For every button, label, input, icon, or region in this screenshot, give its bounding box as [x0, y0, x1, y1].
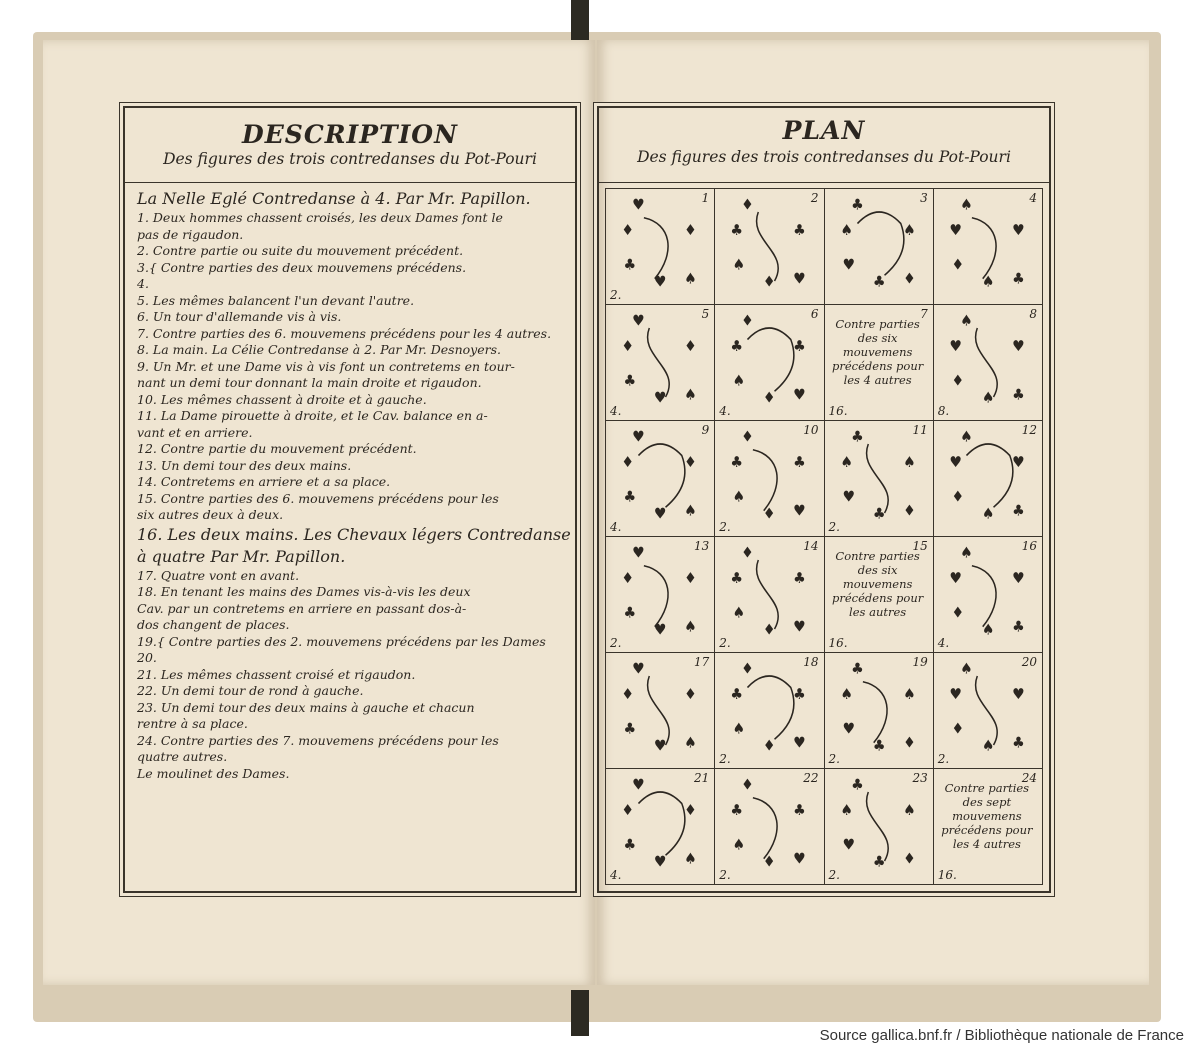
figure-cell: [715, 653, 824, 769]
dancer-symbol-icon: ♥: [949, 570, 962, 588]
dancer-symbol-icon: ♦: [684, 570, 697, 588]
figure-number: 12: [1021, 423, 1037, 437]
figure-number: 3: [920, 191, 928, 205]
dancer-symbol-icon: ♦: [684, 686, 697, 704]
movement-path: [972, 566, 996, 627]
dancer-symbol-icon: ♥: [842, 489, 855, 506]
figure-number: 18: [803, 655, 819, 669]
dancer-symbol-icon: ♦: [621, 338, 634, 356]
figure-count: 2.: [828, 520, 840, 534]
right-page: [597, 40, 1149, 985]
dancer-symbol-icon: ♦: [951, 489, 964, 506]
dancer-symbol-icon: ♥: [653, 506, 667, 523]
figure-count: 2.: [719, 520, 731, 534]
dancer-symbol-icon: ♦: [951, 373, 964, 390]
description-entries: [137, 188, 571, 782]
dancer-symbol-icon: ♦: [951, 605, 964, 622]
movement-path: [748, 676, 794, 739]
dancer-symbol-icon: ♥: [653, 738, 667, 755]
dance-figure-diagram: [606, 421, 714, 536]
description-entry: 12. Contre partie du mouvement précédent.: [137, 441, 417, 456]
figure-count: 2.: [719, 636, 731, 650]
figure-cell: [934, 653, 1043, 769]
dance-figure-diagram: [715, 189, 823, 304]
dancer-symbol-icon: ♦: [763, 738, 776, 755]
movement-path: [748, 328, 794, 391]
movement-path: [648, 328, 670, 397]
dancer-symbol-icon: ♠: [981, 506, 995, 523]
figure-count: 4.: [610, 404, 622, 418]
dancer-symbol-icon: ♠: [732, 837, 746, 854]
dancer-symbol-icon: ♥: [842, 721, 855, 738]
dancer-symbol-icon: ♥: [793, 850, 806, 868]
movement-path: [757, 212, 779, 281]
left-page: [43, 40, 595, 985]
dancer-symbol-icon: ♦: [741, 429, 755, 446]
description-entry: 2. Contre partie ou suite du mouvement précédent.: [137, 243, 464, 258]
description-entry: Le moulinet des Dames.: [137, 765, 290, 781]
figure-count: 2.: [937, 752, 950, 766]
figure-cell: [825, 305, 934, 421]
dancer-symbol-icon: ♦: [902, 850, 916, 868]
dancer-symbol-icon: ♣: [1011, 618, 1025, 636]
description-entry: 3.{ Contre parties des deux mouvemens précédens.: [137, 259, 467, 275]
movement-path: [753, 798, 777, 859]
figure-plan-grid: [605, 188, 1043, 885]
dance-figure-diagram: [825, 189, 933, 304]
description-entry: 5. Les mêmes balancent l'un devant l'autre.: [137, 292, 415, 308]
figure-count: 2.: [610, 636, 622, 650]
dancer-symbol-icon: ♥: [793, 386, 806, 404]
description-entry: 15. Contre parties des 6. mouvemens précédens pour les: [137, 490, 499, 506]
description-entry: quatre autres.: [137, 749, 228, 764]
movement-path: [648, 676, 670, 745]
left-title: DESCRIPTION: [242, 120, 458, 149]
dancer-symbol-icon: ♠: [959, 197, 973, 214]
dance-figure-diagram: [606, 189, 714, 304]
figure-number: 2: [810, 191, 819, 205]
dancer-symbol-icon: ♠: [732, 489, 746, 506]
figure-cell: [934, 537, 1043, 653]
dancer-symbol-icon: ♠: [839, 454, 853, 472]
dance-figure-diagram: [934, 189, 1042, 304]
dancer-symbol-icon: ♥: [842, 257, 855, 274]
figure-number: 6: [810, 307, 819, 321]
figure-cell: [934, 305, 1043, 421]
figure-number: 21: [693, 771, 710, 785]
dancer-symbol-icon: ♠: [684, 386, 697, 404]
figure-number: 17: [693, 655, 710, 669]
dancer-symbol-icon: ♥: [632, 313, 645, 330]
dancer-symbol-icon: ♦: [684, 338, 697, 356]
figure-number: 24: [1021, 771, 1037, 785]
figure-count: 4.: [610, 868, 622, 882]
description-entry: 9. Un Mr. et une Dame vis à vis font un contretems en tour-: [137, 358, 515, 374]
figure-cell: [606, 305, 715, 421]
right-subtitle: Des figures des trois contredanses du Pot-Pouri: [637, 148, 1011, 166]
figure-cell: [715, 189, 824, 305]
dancer-symbol-icon: ♥: [632, 197, 645, 214]
figure-cell: [606, 653, 715, 769]
description-entry: 17. Quatre vont en avant.: [137, 567, 300, 583]
description-entry: 7. Contre parties des 6. mouvemens précédens pour les 4 autres.: [137, 325, 552, 341]
dancer-symbol-icon: ♥: [1011, 454, 1025, 472]
figure-count: 16.: [828, 636, 848, 650]
dance-figure-diagram: [825, 421, 933, 536]
dancer-symbol-icon: ♠: [732, 721, 746, 738]
figure-cell: [934, 769, 1043, 885]
dancer-symbol-icon: ♠: [902, 454, 916, 472]
dancer-symbol-icon: ♥: [793, 502, 806, 520]
figure-cell: [825, 653, 934, 769]
dancer-symbol-icon: ♣: [872, 274, 885, 291]
dancer-symbol-icon: ♠: [981, 274, 995, 291]
dancer-symbol-icon: ♥: [1011, 222, 1025, 240]
dancer-symbol-icon: ♣: [730, 686, 744, 704]
movement-path: [975, 676, 997, 745]
dancer-symbol-icon: ♦: [951, 721, 964, 738]
dancer-symbol-icon: ♥: [632, 429, 645, 446]
dancer-symbol-icon: ♠: [839, 686, 853, 704]
figure-number: 19: [912, 655, 928, 669]
movement-path: [966, 444, 1012, 507]
dancer-symbol-icon: ♦: [902, 270, 916, 288]
description-entry: 10. Les mêmes chassent à droite et à gauche.: [137, 391, 427, 407]
right-frame: [597, 106, 1051, 893]
figure-number: 7: [920, 307, 928, 321]
description-entry: 20.: [137, 650, 157, 665]
figure-cell: [606, 189, 715, 305]
dancer-symbol-icon: ♣: [623, 837, 637, 854]
figure-cell: [715, 421, 824, 537]
description-entry: 14. Contretems en arriere et a sa place.: [137, 474, 391, 489]
figure-cell: [825, 189, 934, 305]
dancer-symbol-icon: ♣: [730, 570, 744, 588]
dancer-symbol-icon: ♣: [793, 802, 806, 820]
description-entry: La Nelle Eglé Contredanse à 4. Par Mr. Papillon.: [137, 189, 531, 208]
figure-count: 2.: [719, 868, 731, 882]
description-entry: 11. La Dame pirouette à droite, et le Cav. balance en a-: [137, 408, 488, 423]
figure-caption: Contre parties des six mouvemens précédens pour les autres: [832, 549, 924, 619]
dancer-symbol-icon: ♦: [684, 802, 697, 820]
movement-path: [866, 444, 888, 513]
description-entry: 21. Les mêmes chassent croisé et rigaudon.: [137, 666, 416, 682]
dancer-symbol-icon: ♦: [763, 506, 776, 523]
dancer-symbol-icon: ♣: [623, 605, 637, 622]
dancer-symbol-icon: ♥: [653, 622, 667, 639]
dancer-symbol-icon: ♣: [872, 738, 885, 755]
dancer-symbol-icon: ♥: [632, 661, 645, 678]
dancer-symbol-icon: ♣: [793, 222, 806, 240]
dancer-symbol-icon: ♥: [793, 270, 806, 288]
movement-path: [866, 792, 888, 861]
figure-cell: [606, 537, 715, 653]
description-entry: 13. Un demi tour des deux mains.: [137, 457, 352, 473]
figure-count: 4.: [719, 404, 731, 418]
figure-number: 8: [1029, 307, 1037, 321]
dancer-symbol-icon: ♥: [1011, 686, 1025, 704]
figure-number: 15: [912, 539, 928, 553]
dance-figure-diagram: [715, 421, 823, 536]
movement-path: [857, 212, 903, 275]
figure-number: 5: [701, 307, 710, 321]
movement-path: [638, 444, 684, 507]
dance-figure-diagram: [825, 769, 933, 884]
description-entry: 4.: [137, 276, 149, 291]
description-entry: Cav. par un contretems en arriere en passant dos-à-: [137, 600, 467, 616]
dancer-symbol-icon: ♠: [902, 802, 916, 820]
movement-path: [753, 450, 777, 511]
dancer-symbol-icon: ♦: [621, 222, 634, 240]
dancer-symbol-icon: ♦: [684, 222, 697, 240]
dance-figure-diagram: [715, 769, 823, 884]
dance-figure-diagram: [934, 421, 1042, 536]
dance-figure-diagram: [715, 305, 823, 420]
description-entry: 1. Deux hommes chassent croisés, les deux Dames font le: [137, 210, 503, 225]
dancer-symbol-icon: ♦: [763, 622, 776, 639]
dancer-symbol-icon: ♦: [741, 661, 755, 678]
movement-path: [975, 328, 997, 397]
movement-path: [757, 560, 779, 629]
description-entry: 18. En tenant les mains des Dames vis-à-vis les deux: [137, 584, 471, 599]
description-entry: rentre à sa place.: [137, 716, 248, 731]
figure-number: 14: [803, 539, 819, 553]
dancer-symbol-icon: ♣: [623, 721, 637, 738]
figure-number: 20: [1021, 655, 1037, 669]
dancer-symbol-icon: ♥: [949, 338, 962, 356]
dance-figure-diagram: [715, 653, 823, 768]
dancer-symbol-icon: ♠: [981, 390, 995, 407]
dancer-symbol-icon: ♠: [959, 661, 973, 678]
dancer-symbol-icon: ♣: [623, 373, 637, 390]
dance-figure-diagram: [934, 537, 1042, 652]
dance-figure-diagram: [825, 653, 933, 768]
figure-number: 1: [701, 191, 710, 205]
left-title-divider: [125, 182, 575, 183]
dancer-symbol-icon: ♦: [621, 570, 634, 588]
dancer-symbol-icon: ♥: [1011, 570, 1025, 588]
dancer-symbol-icon: ♣: [850, 777, 864, 794]
dancer-symbol-icon: ♦: [902, 502, 916, 520]
dancer-symbol-icon: ♦: [741, 545, 755, 562]
figure-cell: [825, 769, 934, 885]
figure-count: 16.: [937, 868, 957, 882]
dancer-symbol-icon: ♠: [732, 605, 746, 622]
dancer-symbol-icon: ♦: [684, 454, 697, 472]
dance-figure-diagram: [606, 769, 714, 884]
figure-count: 2.: [610, 288, 622, 302]
dance-figure-diagram: [606, 305, 714, 420]
dancer-symbol-icon: ♦: [763, 274, 776, 291]
dancer-symbol-icon: ♦: [621, 802, 634, 820]
figure-cell: [934, 421, 1043, 537]
figure-number: 4: [1029, 191, 1037, 205]
dancer-symbol-icon: ♣: [1011, 502, 1025, 520]
dance-figure-diagram: [606, 653, 714, 768]
dancer-symbol-icon: ♣: [623, 257, 637, 274]
dancer-symbol-icon: ♥: [842, 837, 855, 854]
description-entry: à quatre Par Mr. Papillon.: [137, 546, 346, 566]
dancer-symbol-icon: ♠: [959, 313, 973, 330]
description-entry: pas de rigaudon.: [137, 226, 244, 242]
dancer-symbol-icon: ♣: [850, 661, 864, 678]
bookmark-ribbon-bottom: [571, 990, 589, 1036]
description-entry: 6. Un tour d'allemande vis à vis.: [137, 309, 342, 324]
dancer-symbol-icon: ♣: [730, 338, 744, 356]
dancer-symbol-icon: ♣: [793, 686, 806, 704]
figure-count: 4.: [937, 636, 950, 650]
description-entry: dos changent de places.: [137, 617, 290, 632]
dancer-symbol-icon: ♣: [793, 338, 806, 356]
movement-path: [644, 218, 668, 279]
dancer-symbol-icon: ♥: [653, 854, 667, 871]
dancer-symbol-icon: ♥: [949, 222, 962, 240]
figure-number: 13: [693, 539, 710, 553]
dancer-symbol-icon: ♥: [632, 777, 645, 794]
dancer-symbol-icon: ♦: [621, 686, 634, 704]
movement-path: [972, 218, 996, 279]
dancer-symbol-icon: ♠: [684, 734, 697, 752]
dance-figure-diagram: [934, 305, 1042, 420]
dance-figure-diagram: [934, 653, 1042, 768]
dancer-symbol-icon: ♦: [741, 313, 755, 330]
dancer-symbol-icon: ♠: [902, 686, 916, 704]
dancer-symbol-icon: ♥: [653, 390, 667, 407]
figure-number: 9: [701, 423, 710, 437]
figure-cell: [715, 305, 824, 421]
dancer-symbol-icon: ♥: [1011, 338, 1025, 356]
dancer-symbol-icon: ♠: [839, 222, 853, 240]
figure-cell: [825, 421, 934, 537]
left-subtitle: Des figures des trois contredanses du Pot-Pouri: [163, 150, 537, 168]
dancer-symbol-icon: ♦: [951, 257, 964, 274]
dancer-symbol-icon: ♣: [793, 570, 806, 588]
figure-number: 11: [912, 423, 928, 437]
figure-count: 2.: [828, 868, 840, 882]
description-entry: 8. La main. La Célie Contredanse à 2. Par Mr. Desnoyers.: [137, 342, 501, 357]
description-entry: 19.{ Contre parties des 2. mouvemens précédens par les Dames: [137, 633, 546, 649]
dance-figure-diagram: [715, 537, 823, 652]
dancer-symbol-icon: ♣: [1011, 270, 1025, 288]
dancer-symbol-icon: ♣: [850, 429, 864, 446]
figure-cell: [934, 189, 1043, 305]
movement-path: [638, 792, 684, 855]
dancer-symbol-icon: ♣: [1011, 734, 1025, 752]
description-entry: nant un demi tour donnant la main droite et rigaudon.: [137, 375, 482, 390]
figure-cell: [606, 421, 715, 537]
movement-path: [644, 566, 668, 627]
dancer-symbol-icon: ♦: [741, 777, 755, 794]
dancer-symbol-icon: ♠: [839, 802, 853, 820]
dancer-symbol-icon: ♦: [902, 734, 916, 752]
figure-count: 2.: [828, 752, 840, 766]
dancer-symbol-icon: ♥: [793, 618, 806, 636]
figure-count: 4.: [610, 520, 622, 534]
figure-number: 22: [803, 771, 819, 785]
dancer-symbol-icon: ♠: [684, 618, 697, 636]
figure-caption: Contre parties des sept mouvemens précédens pour les 4 autres: [941, 781, 1033, 851]
figure-cell: [715, 537, 824, 653]
dancer-symbol-icon: ♠: [902, 222, 916, 240]
dancer-symbol-icon: ♠: [684, 502, 697, 520]
dancer-symbol-icon: ♣: [730, 802, 744, 820]
dancer-symbol-icon: ♠: [959, 429, 973, 446]
description-entry: six autres deux à deux.: [137, 507, 284, 522]
dancer-symbol-icon: ♣: [730, 222, 744, 240]
figure-cell: [825, 537, 934, 653]
dancer-symbol-icon: ♥: [949, 454, 962, 472]
figure-caption: Contre parties des six mouvemens précédens pour les 4 autres: [832, 317, 924, 387]
description-entry: 23. Un demi tour des deux mains à gauche et chacun: [137, 699, 475, 715]
figure-count: 2.: [719, 752, 731, 766]
description-entry: 22. Un demi tour de rond à gauche.: [137, 683, 364, 698]
dancer-symbol-icon: ♠: [981, 738, 995, 755]
figure-cell: [606, 769, 715, 885]
dancer-symbol-icon: ♣: [793, 454, 806, 472]
source-credit: Source gallica.bnf.fr / Bibliothèque nationale de France: [819, 1027, 1184, 1044]
dancer-symbol-icon: ♦: [741, 197, 755, 214]
description-entry: 24. Contre parties des 7. mouvemens précédens pour les: [137, 732, 499, 748]
dance-figure-diagram: [606, 537, 714, 652]
description-entry: 16. Les deux mains. Les Chevaux légers Contredanse: [137, 524, 571, 544]
right-title: PLAN: [782, 116, 866, 145]
dancer-symbol-icon: ♦: [763, 854, 776, 871]
figure-cell: [715, 769, 824, 885]
right-title-divider: [599, 182, 1049, 183]
dancer-symbol-icon: ♥: [793, 734, 806, 752]
dancer-symbol-icon: ♠: [684, 850, 697, 868]
dancer-symbol-icon: ♠: [732, 373, 746, 390]
dancer-symbol-icon: ♠: [959, 545, 973, 562]
dancer-symbol-icon: ♠: [981, 622, 995, 639]
dancer-symbol-icon: ♣: [872, 854, 885, 871]
dancer-symbol-icon: ♣: [850, 197, 864, 214]
dancer-symbol-icon: ♦: [621, 454, 634, 472]
dancer-symbol-icon: ♠: [684, 270, 697, 288]
dancer-symbol-icon: ♦: [763, 390, 776, 407]
dancer-symbol-icon: ♣: [872, 506, 885, 523]
movement-path: [862, 682, 886, 743]
dancer-symbol-icon: ♥: [949, 686, 962, 704]
dancer-symbol-icon: ♣: [1011, 386, 1025, 404]
figure-number: 16: [1021, 539, 1037, 553]
figure-count: 8.: [937, 404, 950, 418]
dancer-symbol-icon: ♣: [623, 489, 637, 506]
figure-number: 10: [803, 423, 819, 437]
dancer-symbol-icon: ♠: [732, 257, 746, 274]
description-entry: vant et en arriere.: [137, 424, 253, 440]
left-frame: [123, 106, 577, 893]
dancer-symbol-icon: ♣: [730, 454, 744, 472]
dancer-symbol-icon: ♥: [653, 274, 667, 291]
figure-count: 16.: [828, 404, 848, 418]
figure-number: 23: [912, 771, 928, 785]
dancer-symbol-icon: ♥: [632, 545, 645, 562]
